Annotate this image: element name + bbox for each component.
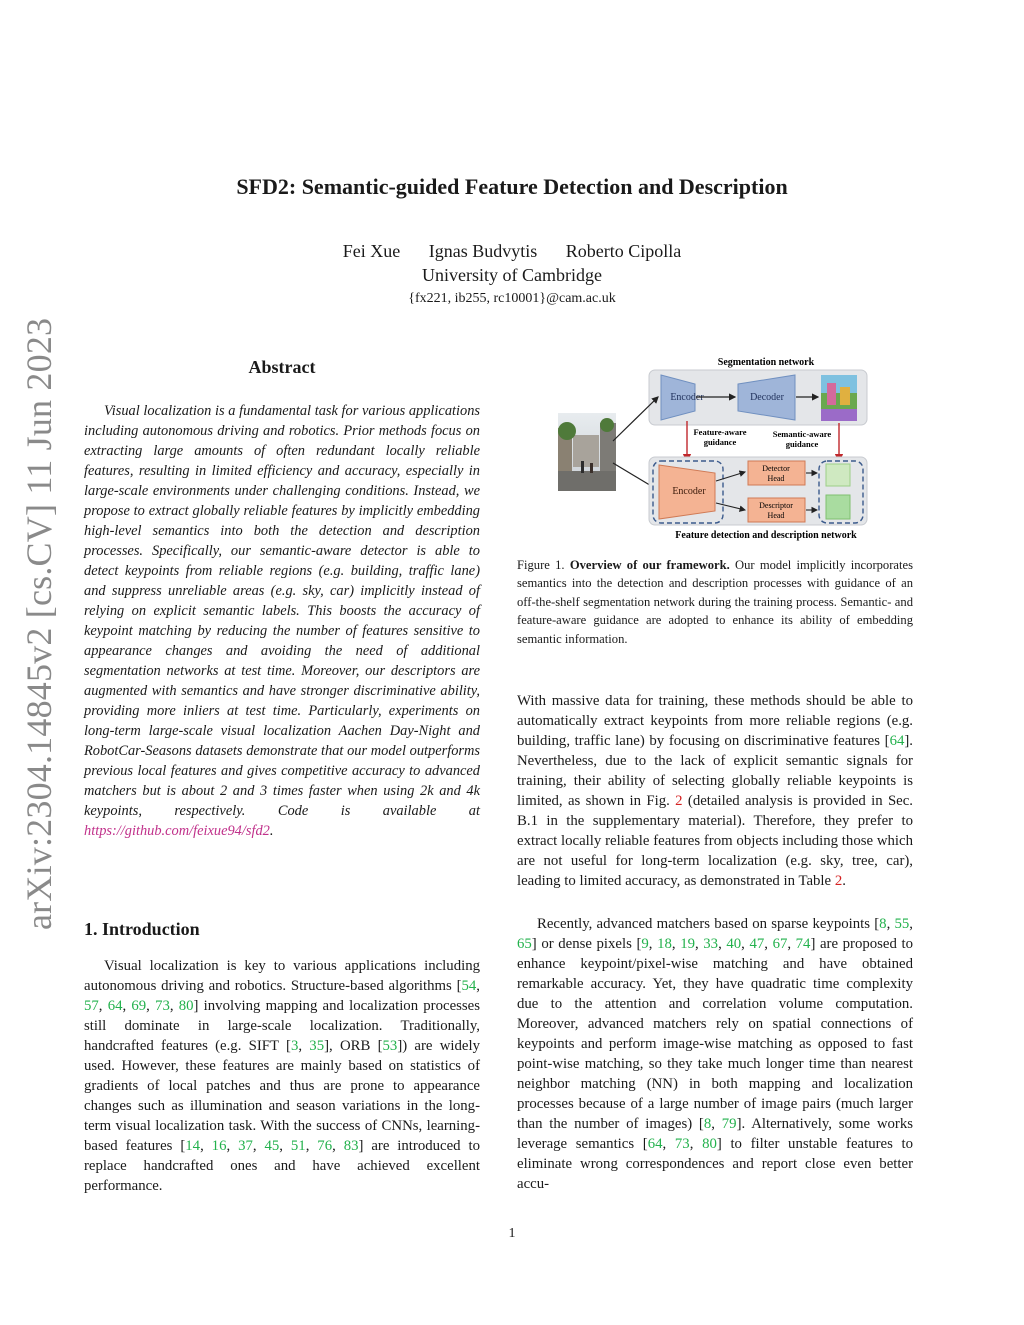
citation[interactable]: 47	[749, 936, 765, 952]
text-run: Recently, advanced matchers based on sparse keypoints [	[537, 916, 880, 932]
text-run: (detailed analysis is provided in Sec. B.1 in the supplementary material). Therefore, they prefer to extract locally reliable features from objects including those which are not useful for long-term localization (e.g. sky, tree, car), leading to limited accuracy, as demonstrated in Table	[517, 793, 914, 889]
figure-1-caption	[517, 556, 913, 648]
text-run: ] are proposed to enhance keypoint/pixel-wise matching and have obtained remarkable accuracy. Yet, they have quadratic time complexity due to the attention and correlation volume computation. Moreover, advanced matchers rely on spatial connections of keypoints and perform image-wise matching as opposed to fast point-wise matching, so they take much longer time than nearest neighbor matching (NN) in both mapping and localization processes because of a large number of image pairs (much larger than the number of images) [	[517, 936, 913, 1132]
affiliation: University of Cambridge	[422, 265, 602, 285]
citation[interactable]: 64	[647, 1136, 663, 1152]
citation[interactable]: 8	[879, 916, 887, 932]
citation[interactable]: 33	[703, 936, 719, 952]
text-run: ] involving mapping and localization processes still dominate in large-scale localization. Traditionally, handcrafted features (e.g. SIFT [	[84, 998, 480, 1054]
citation[interactable]: 64	[889, 733, 905, 749]
text-run: ]. Alternatively, some works leverage semantics [	[517, 1116, 914, 1152]
citation[interactable]: 37	[238, 1138, 253, 1154]
arxiv-identifier: arXiv:2304.14845v2 [cs.CV] 11 Jun 2023	[19, 317, 59, 930]
citation[interactable]: 74	[795, 936, 811, 952]
abstract-text: Visual localization is a fundamental task for various applications including autonomous driving and robotics. Prior methods focus on extracting large amounts of often redundant locally reliable features, resulting in limited efficiency and accuracy, especially in large-scale environments under challenging conditions. Instead, we propose to extract globally reliable features by implicitly embedding high-level semantics into both the detection and description processes. Specifically, our semantic-aware detector is able to detect keypoints from reliable regions (e.g. building, traffic lane) and suppress unreliable areas (e.g. sky, car) implicitly instead of relying on explicit semantic labels. This boosts the accuracy of keypoint matching by reducing the number of features sensitive to appearance changes and avoiding the need of additional segmentation networks at test time. Moreover, our descriptors are augmented with semantics and have stronger discriminative ability, providing more inliers at test time. Particularly, experiments on long-term large-scale visual localization Aachen Day-Night and RobotCar-Seasons datasets demonstrate that our model outperforms previous local features and gives competitive accuracy to advanced matchers but is about 2 and 3 times faster when using 2k and 4k keypoints, respectively. Code is available at	[84, 403, 480, 819]
citation[interactable]: 40	[726, 936, 742, 952]
citation[interactable]: 8	[703, 1116, 712, 1132]
fd-encoder-label: Encoder	[672, 486, 706, 497]
citation[interactable]: 73	[674, 1136, 690, 1152]
abstract-period: .	[269, 823, 274, 839]
citation[interactable]: 57	[84, 998, 99, 1014]
caption-text: Our model implicitly incorporates semantics into the detection and description processes with guidance of an off-the-shelf segmentation network during the training process. Semantic- and feature-aware guidance are adopted to enhance its ability of embedding semantic information.	[517, 558, 913, 646]
caption-label: Figure 1.	[517, 558, 570, 572]
descriptor-head-label: Descriptor	[759, 501, 793, 510]
semantic-aware-label: Semantic-aware	[772, 429, 832, 439]
segmentation-map-image	[821, 375, 857, 421]
descriptor-map	[826, 495, 850, 519]
paper-title: SFD2: Semantic-guided Feature Detection and Description	[236, 174, 788, 199]
citation[interactable]: 69	[131, 998, 147, 1014]
segmentation-network-label: Segmentation network	[717, 357, 815, 368]
detector-head-label: Detector	[762, 464, 790, 473]
citation[interactable]: 51	[290, 1138, 306, 1154]
text-run: ]) are widely used. However, these features are mainly based on statistics of gradients of local patches and thus are prone to appearance changes such as illumination and season variations in the long-term visual localization task. With the success of CNNs, learning-based features [	[84, 1038, 480, 1154]
text-run: ] to filter unstable features to eliminate wrong correspondences and report close even better accu-	[517, 1136, 914, 1192]
author-emails: {fx221, ib255, rc10001}@cam.ac.uk	[408, 291, 616, 306]
citation[interactable]: 45	[264, 1138, 280, 1154]
citation[interactable]: 83	[343, 1138, 359, 1154]
text-run: ] are introduced to replace handcrafted ones and have achieved excellent performance.	[84, 1138, 480, 1194]
figure-1-diagram	[555, 353, 875, 543]
citation[interactable]: 76	[317, 1138, 333, 1154]
page-number: 1	[508, 1226, 516, 1241]
citation[interactable]: 3	[290, 1038, 299, 1054]
abstract-heading: Abstract	[248, 357, 316, 377]
citation[interactable]: 16	[211, 1138, 227, 1154]
intro-paragraph-3: Recently, advanced matchers based on sparse keypoints [8, 55, 65] or dense pixels [9, 18, 19, 33, 40, 47, 67, 74] are proposed to enhance keypoint/pixel-wise matching and have obtained remarkable accuracy. Yet, they have quadratic time complexity due to the attention and correlation volume computation. Moreover, advanced matchers rely on spatial connections of keypoints and perform image-wise matching as opposed to fast point-wise matching, so they take much longer time than nearest neighbor matching (NN) in both mapping and localization processes because of a large number of image pairs (much larger than the number of images) [8, 79]. Alternatively, some works leverage semantics [64, 73, 80] to filter unstable features to eliminate wrong correspondences and report close even better accu-	[517, 916, 914, 1192]
caption-bold: Overview of our framework.	[569, 558, 730, 572]
text-run: ], ORB [	[324, 1038, 383, 1054]
citation[interactable]: 35	[309, 1038, 325, 1054]
citation[interactable]: 18	[657, 936, 672, 952]
text-run: ] or dense pixels [	[531, 936, 642, 952]
keypoint-map	[826, 464, 850, 486]
citation[interactable]: 54	[461, 978, 477, 994]
feature-aware-label: Feature-aware	[693, 427, 747, 437]
intro-paragraph-1: Visual localization is key to various applications including autonomous driving and robotics. Structure-based algorithms [54, 57, 64, 69, 73, 80] involving mapping and localization processes still dominate in large-scale localization. Traditionally, handcrafted features (e.g. SIFT [3, 35], ORB [53]) are widely used. However, these features are mainly based on statistics of gradients of local patches and thus are prone to appearance changes such as illumination and season variations in the long-term visual localization task. With the success of CNNs, learning-based features [14, 16, 37, 45, 51, 76, 83] are introduced to replace handcrafted ones and have achieved excellent performance.	[84, 958, 480, 1194]
figure-reference[interactable]: 2	[675, 793, 683, 809]
detector-head-label-2: Head	[767, 474, 785, 483]
text-run: With massive data for training, these methods should be able to automatically extract keypoints from more reliable regions (e.g. building, traffic lane) by focusing on discriminative features [	[517, 693, 913, 749]
citation[interactable]: 9	[641, 936, 649, 952]
feature-aware-label-2: guidance	[703, 437, 737, 447]
feature-network-label: Feature detection and description network	[675, 530, 857, 541]
citation[interactable]: 65	[517, 936, 532, 952]
citation[interactable]: 14	[185, 1138, 201, 1154]
citation[interactable]: 19	[680, 936, 695, 952]
text-run: .	[842, 873, 846, 889]
input-street-image	[558, 413, 616, 491]
citation[interactable]: 64	[107, 998, 123, 1014]
citation[interactable]: 79	[721, 1116, 737, 1132]
citation[interactable]: 80	[178, 998, 194, 1014]
citation[interactable]: 80	[702, 1136, 717, 1152]
citation[interactable]: 55	[894, 916, 910, 932]
code-link[interactable]: https://github.com/feixue94/sfd2	[84, 823, 270, 839]
abstract-body	[84, 401, 480, 841]
citation[interactable]: 53	[382, 1038, 398, 1054]
author-name: Fei Xue	[342, 241, 401, 261]
decoder-label: Decoder	[750, 392, 784, 403]
semantic-aware-label-2: guidance	[785, 439, 819, 449]
author-name: Ignas Budvytis	[428, 241, 538, 261]
text-run: Visual localization is key to various applications including autonomous driving and robotics. Structure-based algorithms [	[84, 958, 480, 994]
text-run: ]. Nevertheless, due to the lack of explicit semantic signals for training, their ability of selecting globally reliable keypoints is limited, as shown in Fig.	[517, 733, 913, 809]
author-list	[0, 241, 1024, 262]
section-heading-introduction: 1. Introduction	[84, 919, 200, 939]
citation[interactable]: 67	[772, 936, 788, 952]
author-name: Roberto Cipolla	[565, 241, 682, 261]
intro-paragraph-2	[517, 691, 913, 891]
citation[interactable]: 73	[155, 998, 170, 1014]
table-reference[interactable]: 2	[834, 873, 843, 889]
encoder-label: Encoder	[670, 392, 704, 403]
descriptor-head-label-2: Head	[767, 511, 785, 520]
